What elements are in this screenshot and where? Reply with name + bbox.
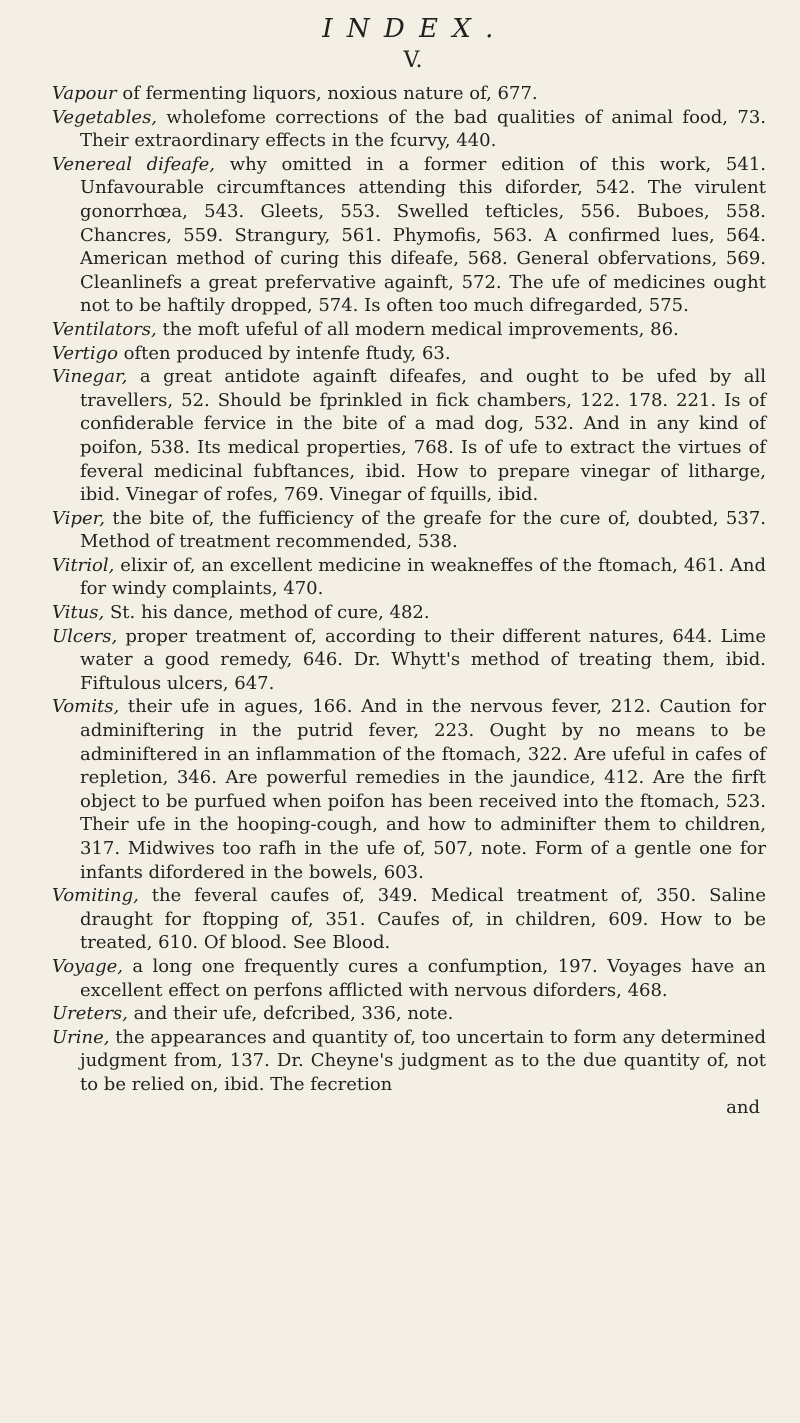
entry-text: why omitted in a former edition of this work, 541. Unfavourable circumftances attending this diforder, 542. The virulent gonorrhœa, 543. Gleets, 553. Swelled tefticles, 556. Buboes, 558. Chancres, 559. Strangury, 561. Phymofis, 563. A confirmed lues, 564. American method of curing this difeafe, 568. General obfervations, 569. Cleanlinefs a great prefervative againft, 572. The ufe of medicines ought not to be haftily dropped, 574. Is often too much difregarded, 575. bbox=[80, 153, 766, 317]
index-entry bbox=[52, 153, 766, 318]
section-letter: V. bbox=[403, 48, 423, 73]
entry-headword: Vegetables, bbox=[52, 106, 158, 128]
entry-headword: Vitus, bbox=[52, 602, 105, 624]
entry-headword: Vapour bbox=[52, 83, 117, 104]
entry-text: often produced by intenfe ftudy, 63. bbox=[117, 342, 451, 364]
entry-headword: Ventilators, bbox=[52, 318, 157, 340]
page-header: INDEX. bbox=[322, 14, 508, 44]
entry-headword: Venereal difeafe, bbox=[52, 153, 216, 175]
entry-text: the bite of, the fufficiency of the greafe for the cure of, doubted, 537. Method of treatment recommended, 538. bbox=[80, 507, 766, 553]
entry-headword: Voyage, bbox=[52, 955, 123, 977]
index-entry bbox=[52, 554, 766, 601]
index-entry bbox=[52, 955, 766, 1002]
entry-text: the feveral caufes of, 349. Medical treatment of, 350. Saline draught for ftopping of, 351. Caufes of, in children, 609. How to be treated, 610. Of blood. See Blood. bbox=[80, 885, 766, 954]
index-entry bbox=[52, 601, 766, 625]
entry-text: elixir of, an excellent medicine in weakneffes of the ftomach, 461. And for windy complaints, 470. bbox=[80, 554, 766, 600]
entry-headword: Ulcers, bbox=[52, 625, 118, 647]
index-entry bbox=[52, 82, 766, 106]
index-entry bbox=[52, 1026, 766, 1097]
entry-headword: Urine, bbox=[52, 1026, 110, 1048]
entry-text: wholefome corrections of the bad qualities of animal food, 73. Their extraordinary effects in the fcurvy, 440. bbox=[80, 106, 766, 152]
index-entries bbox=[52, 82, 766, 1097]
entry-text: a great antidote againft difeafes, and ought to be ufed by all travellers, 52. Should be fprinkled in fick chambers, 122. 178. 221. Is of confiderable fervice in the bite of a mad dog, 532. And in any kind of poifon, 538. Its medical properties, 768. Is of ufe to extract the virtues of feveral medicinal fubftances, ibid. How to prepare vinegar of litharge, ibid. Vinegar of rofes, 769. Vinegar of fquills, ibid. bbox=[80, 366, 766, 506]
index-entry bbox=[52, 884, 766, 955]
entry-headword: Vertigo bbox=[52, 342, 118, 364]
entry-headword: Vomiting, bbox=[52, 885, 139, 907]
entry-headword: Ureters, bbox=[52, 1003, 128, 1025]
entry-text: a long one frequently cures a confumption, 197. Voyages have an excellent effect on perfons afflicted with nervous diforders, 468. bbox=[80, 955, 766, 1001]
entry-headword: Viper, bbox=[52, 507, 105, 529]
entry-text: of fermenting liquors, noxious nature of, 677. bbox=[116, 83, 538, 104]
entry-text: their ufe in agues, 166. And in the nervous fever, 212. Caution for adminiftering in the putrid fever, 223. Ought by no means to be adminiftered in an inflammation of the ftomach, 322. Are ufeful in cafes of repletion, 346. Are powerful remedies in the jaundice, 412. Are the firft object to be purfued when poifon has been received into the ftomach, 523. Their ufe in the hooping-cough, and how to adminifter them to children, 317. Midwives too rafh in the ufe of, 507, note. Form of a gentle one for infants difordered in the bowels, 603. bbox=[80, 696, 766, 883]
index-entry bbox=[52, 1002, 766, 1026]
index-entry bbox=[52, 318, 766, 342]
catchword: and bbox=[726, 1096, 760, 1118]
entry-headword: Vitriol, bbox=[52, 554, 115, 576]
index-entry bbox=[52, 365, 766, 507]
entry-headword: Vinegar, bbox=[52, 366, 128, 388]
index-entry bbox=[52, 695, 766, 884]
index-entry bbox=[52, 106, 766, 153]
index-entry bbox=[52, 342, 766, 366]
entry-text: the appearances and quantity of, too uncertain to form any determined judgment from, 137. Dr. Cheyne's judgment as to the due quantity of, not to be relied on, ibid. The fecretion bbox=[80, 1026, 766, 1095]
entry-text: proper treatment of, according to their different natures, 644. Lime water a good remedy, 646. Dr. Whytt's method of treating them, ibid. Fiftulous ulcers, 647. bbox=[80, 625, 766, 694]
entry-text: the moft ufeful of all modern medical improvements, 86. bbox=[156, 318, 679, 340]
index-entry bbox=[52, 507, 766, 554]
entry-text: and their ufe, defcribed, 336, note. bbox=[127, 1003, 454, 1025]
entry-text: St. his dance, method of cure, 482. bbox=[104, 602, 430, 624]
index-entry bbox=[52, 625, 766, 696]
entry-headword: Vomits, bbox=[52, 696, 120, 718]
